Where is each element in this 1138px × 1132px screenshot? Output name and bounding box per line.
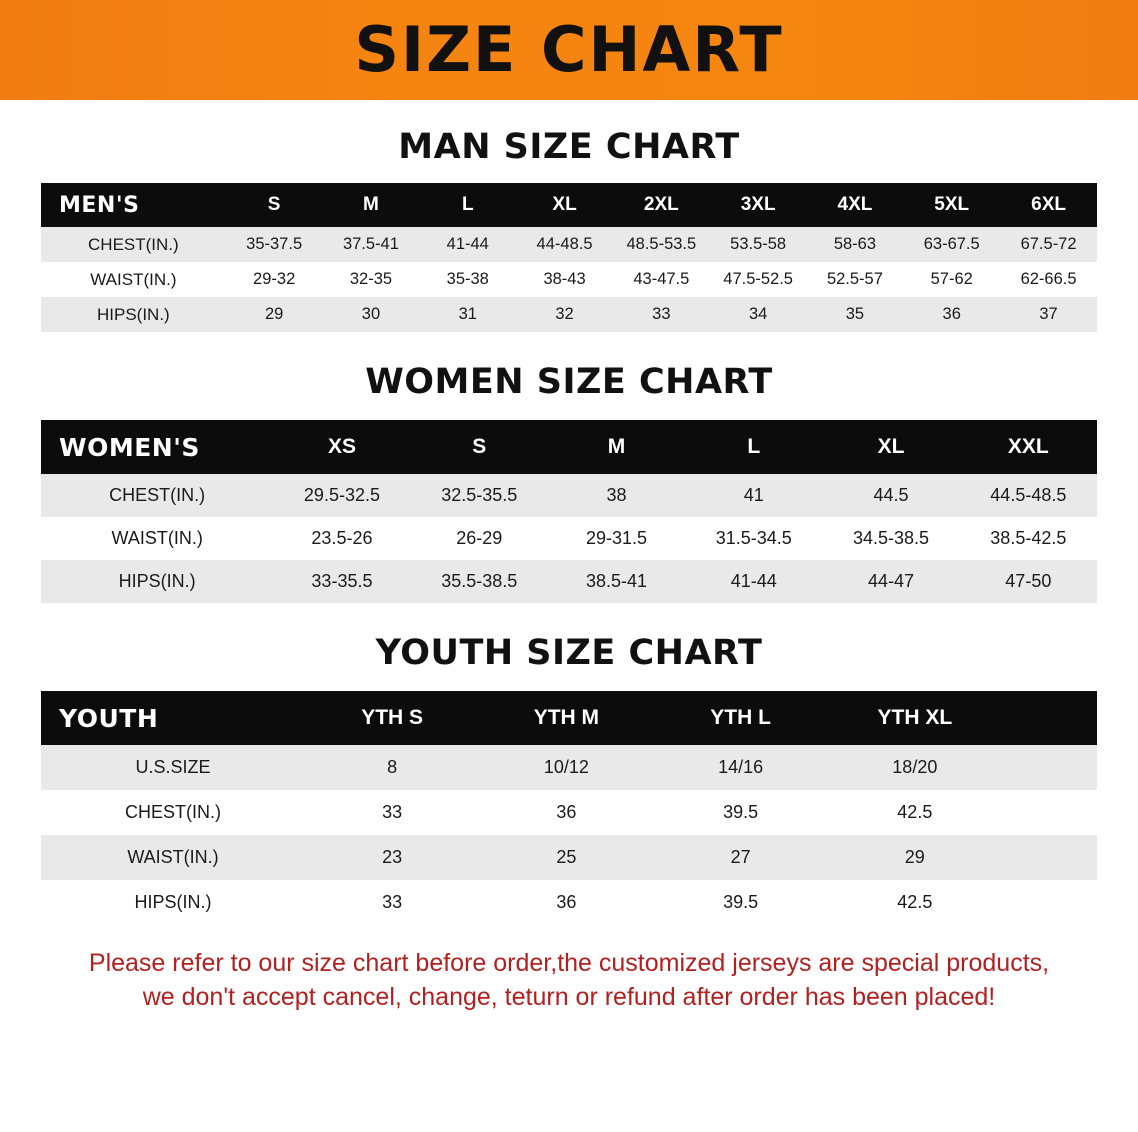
women-cell: 35.5-38.5: [411, 560, 548, 603]
women-cell: 23.5-26: [273, 517, 410, 560]
women-cell: 29.5-32.5: [273, 474, 410, 517]
men-cell: 37.5-41: [323, 227, 420, 262]
women-corner-label: WOMEN'S: [41, 420, 273, 474]
women-row-label: CHEST(IN.): [41, 474, 273, 517]
men-cell: 33: [613, 297, 710, 332]
men-cell: 35-37.5: [226, 227, 323, 262]
women-row-label: WAIST(IN.): [41, 517, 273, 560]
youth-cell: 39.5: [653, 790, 827, 835]
youth-table-body: [41, 745, 1097, 925]
men-cell: 34: [710, 297, 807, 332]
women-cell: 41-44: [685, 560, 822, 603]
men-table-body: [41, 227, 1097, 332]
youth-size-header: YTH L: [653, 691, 827, 745]
women-size-table: [41, 420, 1097, 603]
men-size-header: 2XL: [613, 183, 710, 227]
youth-cell: 25: [479, 835, 653, 880]
women-size-header: S: [411, 420, 548, 474]
women-size-header: XS: [273, 420, 410, 474]
youth-cell: 18/20: [828, 745, 1002, 790]
men-cell: 29: [226, 297, 323, 332]
youth-cell: 39.5: [653, 880, 827, 925]
youth-corner-label: YOUTH: [41, 691, 305, 745]
women-size-header: L: [685, 420, 822, 474]
youth-table-header: [41, 691, 1097, 745]
youth-header-row: [41, 691, 1097, 745]
women-size-table-wrap: [41, 420, 1097, 603]
men-cell: 47.5-52.5: [710, 262, 807, 297]
men-row-label: HIPS(IN.): [41, 297, 226, 332]
men-size-header: 5XL: [903, 183, 1000, 227]
youth-header-spacer: [1002, 691, 1097, 745]
women-table-header: [41, 420, 1097, 474]
women-size-header: XL: [822, 420, 959, 474]
women-size-header: M: [548, 420, 685, 474]
youth-size-table-wrap: [41, 691, 1097, 925]
men-cell: 67.5-72: [1000, 227, 1097, 262]
women-cell: 38.5-41: [548, 560, 685, 603]
men-cell: 30: [323, 297, 420, 332]
youth-size-header: YTH XL: [828, 691, 1002, 745]
youth-cell: 14/16: [653, 745, 827, 790]
table-row: [41, 227, 1097, 262]
women-cell: 38: [548, 474, 685, 517]
men-cell: 31: [419, 297, 516, 332]
order-policy-note: [40, 947, 1098, 1015]
men-cell: 48.5-53.5: [613, 227, 710, 262]
women-size-chart-heading: WOMEN SIZE CHART: [365, 362, 773, 402]
men-cell: 35: [807, 297, 904, 332]
youth-cell: 23: [305, 835, 479, 880]
women-cell: 34.5-38.5: [822, 517, 959, 560]
table-row: [41, 297, 1097, 332]
youth-cell: 42.5: [828, 880, 1002, 925]
women-cell: 44.5-48.5: [960, 474, 1097, 517]
youth-size-header: YTH S: [305, 691, 479, 745]
women-cell: 47-50: [960, 560, 1097, 603]
men-cell: 32-35: [323, 262, 420, 297]
youth-row-label: CHEST(IN.): [41, 790, 305, 835]
men-size-table-wrap: [41, 183, 1097, 332]
youth-row-label: HIPS(IN.): [41, 880, 305, 925]
women-cell: 44-47: [822, 560, 959, 603]
youth-cell: 42.5: [828, 790, 1002, 835]
youth-cell-spacer: [1002, 880, 1097, 925]
women-header-row: [41, 420, 1097, 474]
table-row: [41, 745, 1097, 790]
men-cell: 63-67.5: [903, 227, 1000, 262]
youth-cell-spacer: [1002, 835, 1097, 880]
table-row: [41, 835, 1097, 880]
youth-cell: 29: [828, 835, 1002, 880]
men-cell: 43-47.5: [613, 262, 710, 297]
men-row-label: CHEST(IN.): [41, 227, 226, 262]
youth-size-header: YTH M: [479, 691, 653, 745]
men-size-header: 4XL: [807, 183, 904, 227]
men-corner-label: MEN'S: [41, 183, 226, 227]
men-cell: 62-66.5: [1000, 262, 1097, 297]
table-row: [41, 517, 1097, 560]
youth-cell: 33: [305, 880, 479, 925]
youth-cell: 8: [305, 745, 479, 790]
women-cell: 26-29: [411, 517, 548, 560]
men-cell: 36: [903, 297, 1000, 332]
youth-row-label: WAIST(IN.): [41, 835, 305, 880]
order-policy-note-line2: we don't accept cancel, change, teturn or refund after order has been placed!: [142, 982, 996, 1011]
youth-cell-spacer: [1002, 790, 1097, 835]
women-row-label: HIPS(IN.): [41, 560, 273, 603]
men-cell: 32: [516, 297, 613, 332]
size-chart-banner: [0, 0, 1138, 100]
banner-title: SIZE CHART: [354, 13, 784, 86]
youth-cell: 36: [479, 790, 653, 835]
man-size-chart-heading: MAN SIZE CHART: [398, 127, 740, 167]
men-header-row: [41, 183, 1097, 227]
men-size-table: [41, 183, 1097, 332]
women-cell: 33-35.5: [273, 560, 410, 603]
men-cell: 58-63: [807, 227, 904, 262]
men-size-header: 3XL: [710, 183, 807, 227]
youth-row-label: U.S.SIZE: [41, 745, 305, 790]
table-row: [41, 262, 1097, 297]
men-cell: 37: [1000, 297, 1097, 332]
men-cell: 41-44: [419, 227, 516, 262]
men-cell: 38-43: [516, 262, 613, 297]
youth-size-table: [41, 691, 1097, 925]
men-size-header: S: [226, 183, 323, 227]
men-cell: 57-62: [903, 262, 1000, 297]
women-cell: 38.5-42.5: [960, 517, 1097, 560]
table-row: [41, 474, 1097, 517]
women-size-header: XXL: [960, 420, 1097, 474]
men-cell: 52.5-57: [807, 262, 904, 297]
men-size-header: M: [323, 183, 420, 227]
table-row: [41, 560, 1097, 603]
men-size-header: L: [419, 183, 516, 227]
order-policy-note-line1: Please refer to our size chart before order,the customized jerseys are special products,: [88, 949, 1050, 977]
women-cell: 44.5: [822, 474, 959, 517]
women-cell: 31.5-34.5: [685, 517, 822, 560]
men-cell: 35-38: [419, 262, 516, 297]
men-row-label: WAIST(IN.): [41, 262, 226, 297]
men-table-header: [41, 183, 1097, 227]
women-cell: 41: [685, 474, 822, 517]
youth-cell: 27: [653, 835, 827, 880]
men-cell: 44-48.5: [516, 227, 613, 262]
men-cell: 29-32: [226, 262, 323, 297]
table-row: [41, 880, 1097, 925]
men-size-header: XL: [516, 183, 613, 227]
men-size-header: 6XL: [1000, 183, 1097, 227]
women-table-body: [41, 474, 1097, 603]
youth-cell: 36: [479, 880, 653, 925]
table-row: [41, 790, 1097, 835]
women-cell: 32.5-35.5: [411, 474, 548, 517]
youth-cell: 33: [305, 790, 479, 835]
men-cell: 53.5-58: [710, 227, 807, 262]
women-cell: 29-31.5: [548, 517, 685, 560]
youth-size-chart-heading: YOUTH SIZE CHART: [375, 633, 763, 673]
youth-cell-spacer: [1002, 745, 1097, 790]
youth-cell: 10/12: [479, 745, 653, 790]
